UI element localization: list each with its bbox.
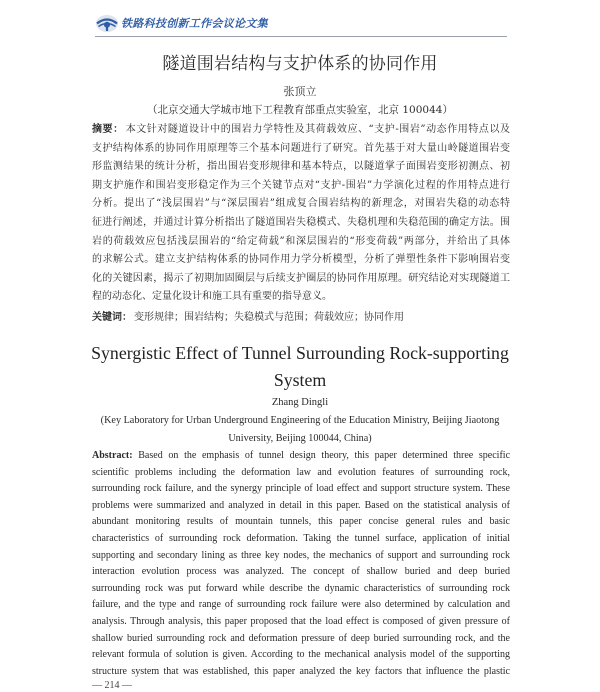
abstract-en-line: analysis. Through analysis, this paper proposed that the load effect is composed of given pressure of	[92, 615, 510, 627]
abstract-en-line: problems were summarized and analyzed in detail in this paper. Based on the statistical analysis of	[92, 499, 510, 511]
abstract-en-line: scientific problems including the deformation law and evolution features of surrounding rock,	[92, 466, 510, 478]
abstract-en-line: failure, and the type and range of surrounding rock failure were also determined by calculation and	[92, 599, 510, 611]
paper-title-zh: 隧道围岩结构与支护体系的协同作用	[162, 54, 438, 74]
abstract-zh-line	[92, 121, 510, 140]
abstract-zh	[92, 121, 510, 307]
keywords-zh-text: 变形规律；围岩结构；失稳模式与范围；荷载效应；协同作用	[134, 312, 404, 323]
abstract-zh-line: 的求解公式。建立支护结构体系的协同作用力学分析模型，分析了弹塑性条件下影响围岩变	[92, 254, 510, 266]
paper-title-en-line: Synergistic Effect of Tunnel Surrounding Rock-supporting	[91, 342, 509, 363]
author-zh: 张顶立	[283, 85, 317, 98]
abstract-en-line-text: Based on the emphasis of tunnel design theory, this paper determined three specific	[138, 450, 511, 461]
abstract-zh-line: 程的动态化、定量化设计和施工具有重要的指导意义。	[92, 291, 332, 303]
abstract-en	[92, 448, 510, 680]
abstract-zh-line: 分析。提出了“浅层围岩”与“深层围岩”组成复合围岩结构的新理念，对围岩失稳的动态特	[92, 198, 510, 210]
abstract-zh-line: 征进行阐述，并通过计算分析指出了隧道围岩失稳模式、失稳机理和失稳范围的确定方法。围	[92, 216, 510, 228]
journal-title: 铁路科技创新工作会议论文集	[121, 17, 268, 30]
abstract-en-line: abundant monitoring results of mountain tunnels, this paper concise general rules and basic	[92, 516, 510, 528]
affiliation-en-line: University, Beijing 100044, China)	[228, 433, 372, 444]
page-number: — 214 —	[92, 680, 132, 691]
railway-emblem-icon	[95, 14, 119, 33]
abstract-en-line: characteristics of surrounding rock deformation. Taking the tunnel surface, application of initial	[92, 532, 510, 544]
keywords-zh	[92, 311, 510, 325]
abstract-zh-label: 摘要：	[92, 124, 124, 135]
abstract-en-line: interaction evolution process was analyzed. The concept of shallow buried and deep buried	[92, 566, 510, 578]
affiliation-en-line: (Key Laboratory for Urban Underground Engineering of the Education Ministry, Beijing Jiaotong	[100, 415, 500, 426]
abstract-zh-line: 岩的荷载效应包括浅层围岩的“给定荷载”和深层围岩的“形变荷载”两部分，并给出了具体	[92, 235, 510, 247]
paper-title-en-line: System	[273, 369, 327, 390]
abstract-zh-line: 形监测结果的统计分析，指出围岩变形规律和基本特点，以隧道掌子面围岩变形初测点、初	[92, 161, 510, 173]
author-en: Zhang Dingli	[271, 397, 329, 408]
abstract-en-line: shallow buried surrounding rock and deformation pressure of deep buried surrounding rock, and the	[92, 632, 510, 644]
abstract-zh-line-text: 本文针对隧道设计中的围岩力学特性及其荷载效应、“支护-围岩”动态作用特点以及	[125, 124, 511, 135]
affiliation-en	[0, 412, 600, 448]
abstract-en-line: surrounding rock was put forward while describe the dynamic characteristics of surrounding rock	[92, 582, 510, 594]
abstract-en-line: relevant formula of solution is given. According to the mechanical analysis model of the supporting	[92, 649, 510, 661]
paper-title-en	[0, 340, 600, 394]
keywords-zh-label: 关键词：	[92, 312, 132, 323]
abstract-en-label: Abstract:	[92, 450, 133, 461]
abstract-zh-line: 化的关键因素，揭示了初期加固圈层与后续支护圈层的协同作用原理。研究结论对实现隧道工	[92, 272, 510, 284]
abstract-en-line: surrounding rock failure, and the synergy principle of load effect and support structure system. These	[92, 483, 510, 495]
abstract-en-line: structure system that was established, this paper analyzed the key factors that influence the plastic	[92, 665, 510, 677]
header-rule	[95, 36, 507, 37]
abstract-zh-line: 期支护施作和围岩变形稳定作为三个关键节点对“支护-围岩”力学演化过程的作用特点进行	[92, 179, 510, 191]
abstract-zh-line: 支护结构体系的协同作用原理等三个基本问题进行了研究。首先基于对大量山岭隧道围岩变	[92, 142, 510, 154]
abstract-en-line: supporting and secondary lining as three key nodes, the mechanics of support and surrounding rock	[92, 549, 510, 561]
abstract-en-line	[92, 448, 510, 465]
affiliation-zh: （北京交通大学城市地下工程教育部重点实验室，北京 100044）	[147, 104, 453, 116]
